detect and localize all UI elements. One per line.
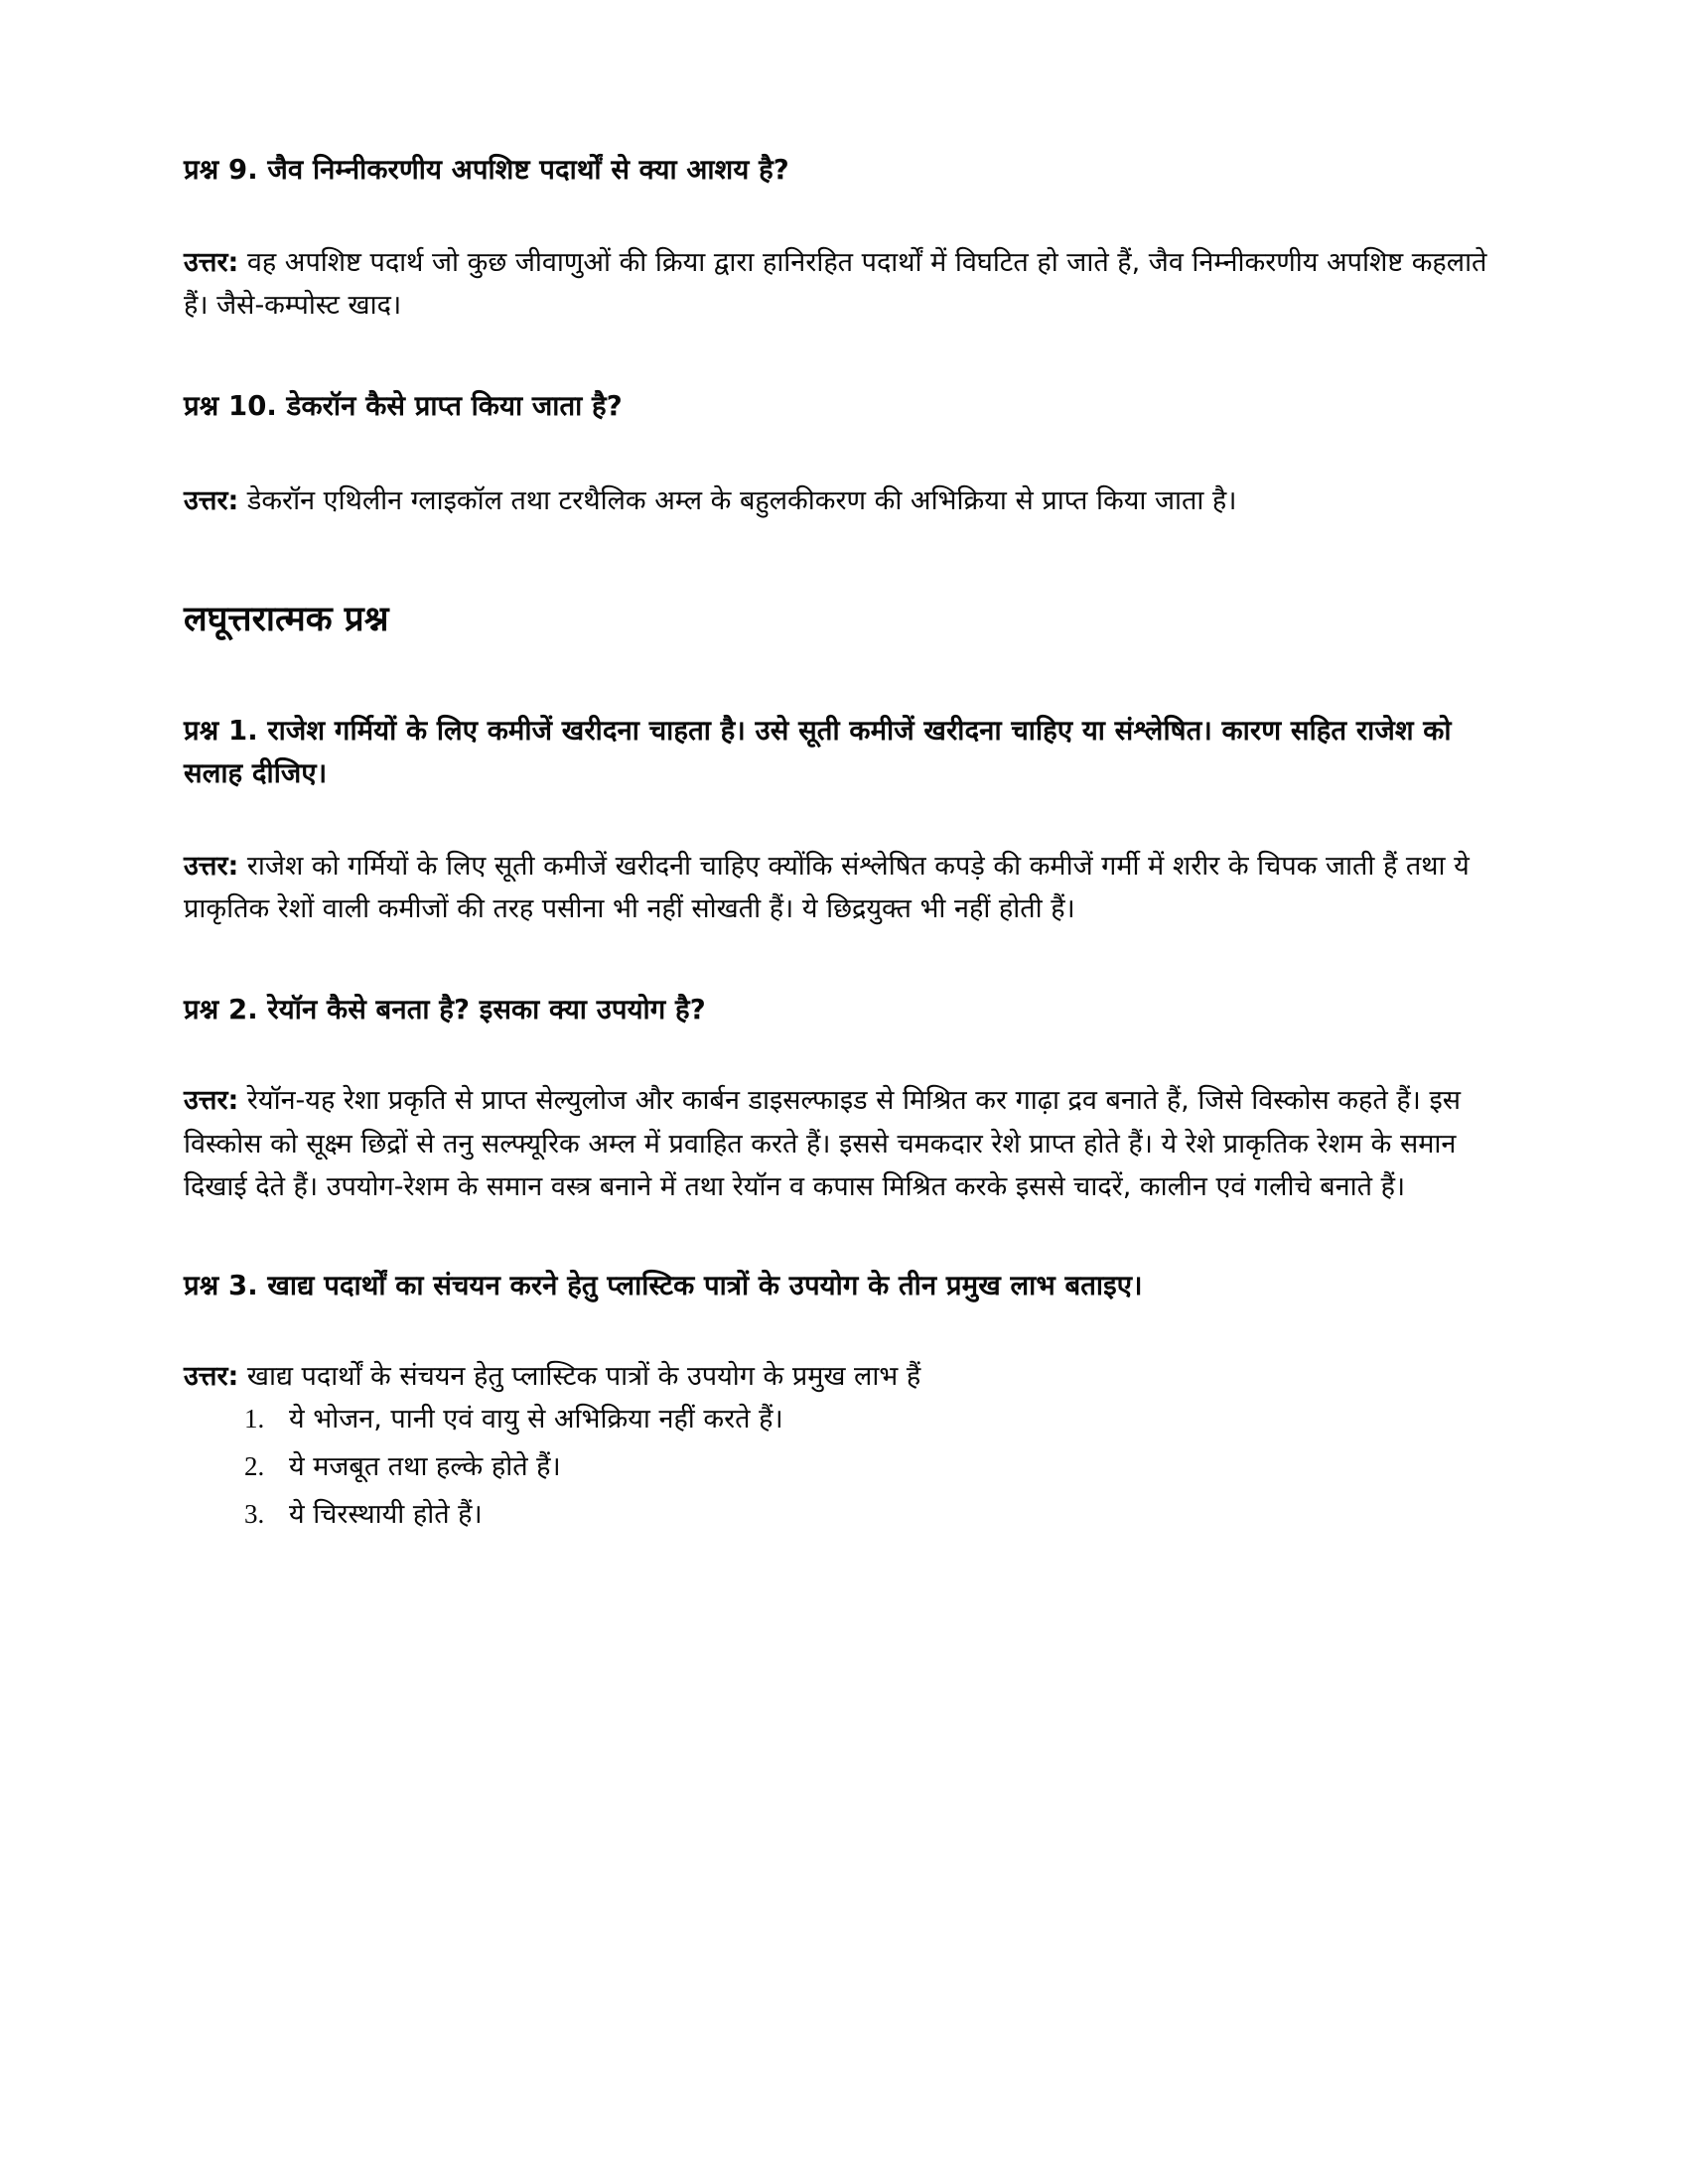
list-item: 3. ये चिरस्थायी होते हैं।: [271, 1493, 1519, 1537]
answer-label: उत्तर:: [184, 246, 239, 278]
question-10-answer: [184, 479, 1519, 523]
question-9-heading: प्रश्न 9. जैव निम्नीकरणीय अपशिष्ट पदार्थों से क्या आशय है?: [184, 154, 789, 186]
answer-text: डेकरॉन एथिलीन ग्लाइकॉल तथा टरथैलिक अम्ल के बहुलकीकरण की अभिक्रिया से प्राप्त किया जाता है।: [238, 484, 1237, 516]
list-item: 1. ये भोजन, पानी एवं वायु से अभिक्रिया नहीं करते हैं।: [271, 1398, 1519, 1441]
answer-text: खाद्य पदार्थों के संचयन हेतु प्लास्टिक पात्रों के उपयोग के प्रमुख लाभ हैं: [238, 1360, 921, 1392]
question-10-heading: प्रश्न 10. डेकरॉन कैसे प्राप्त किया जाता है?: [184, 390, 623, 423]
short-question-3-heading: प्रश्न 3. खाद्य पदार्थों का संचयन करने हेतु प्लास्टिक पात्रों के उपयोग के तीन प्रमुख लाभ बताइए।: [184, 1270, 1143, 1301]
section-heading-short-answer: लघूत्तरात्मक प्रश्न: [184, 600, 389, 640]
answer-label: उत्तर:: [184, 1084, 239, 1116]
short-question-2-answer: [184, 1079, 1519, 1209]
list-item: 2. ये मजबूत तथा हल्के होते हैं।: [271, 1445, 1519, 1489]
short-question-1-heading: प्रश्न 1. राजेश गर्मियों के लिए कमीजें खरीदना चाहता है। उसे सूती कमीजें खरीदना चाहिए या संश्लेषित। कारण सहित राजेश को सलाह दीजिए।: [184, 715, 1452, 790]
answer-text: वह अपशिष्ट पदार्थ जो कुछ जीवाणुओं की क्रिया द्वारा हानिरहित पदार्थों में विघटित हो जाते हैं, जैव निम्नीकरणीय अपशिष्ट कहलाते हैं। जैसे-कम्पोस्ट खाद।: [184, 246, 1487, 322]
answer-label: उत्तर:: [184, 484, 239, 516]
question-9-answer: [184, 241, 1519, 328]
answer-text: राजेश को गर्मियों के लिए सूती कमीजें खरीदनी चाहिए क्योंकि संश्लेषित कपड़े की कमीजें गर्मी में शरीर के चिपक जाती हैं तथा ये प्राकृतिक रेशों वाली कमीजों की तरह पसीना भी नहीं सोखती हैं। ये छिद्रयुक्त भी नहीं होती हैं।: [184, 850, 1470, 925]
short-question-2-heading: प्रश्न 2. रेयॉन कैसे बनता है? इसका क्या उपयोग है?: [184, 994, 706, 1026]
plastic-benefits-list: [184, 1398, 1519, 1536]
page-content: [184, 149, 1519, 1536]
short-question-1-answer: [184, 845, 1519, 931]
answer-label: उत्तर:: [184, 1360, 239, 1392]
answer-text: रेयॉन-यह रेशा प्रकृति से प्राप्त सेल्युलोज और कार्बन डाइसल्फाइड से मिश्रित कर गाढ़ा द्रव बनाते हैं, जिसे विस्कोस कहते हैं। इस विस्कोस को सूक्ष्म छिद्रों से तनु सल्फ्यूरिक अम्ल में प्रवाहित करते हैं। इससे चमकदार रेशे प्राप्त होते हैं। ये रेशे प्राकृतिक रेशम के समान दिखाई देते हैं। उपयोग-रेशम के समान वस्त्र बनाने में तथा रेयॉन व कपास मिश्रित करके इससे चादरें, कालीन एवं गलीचे बनाते हैं।: [184, 1084, 1461, 1203]
answer-label: उत्तर:: [184, 850, 239, 882]
short-question-3-answer: [184, 1355, 1519, 1399]
